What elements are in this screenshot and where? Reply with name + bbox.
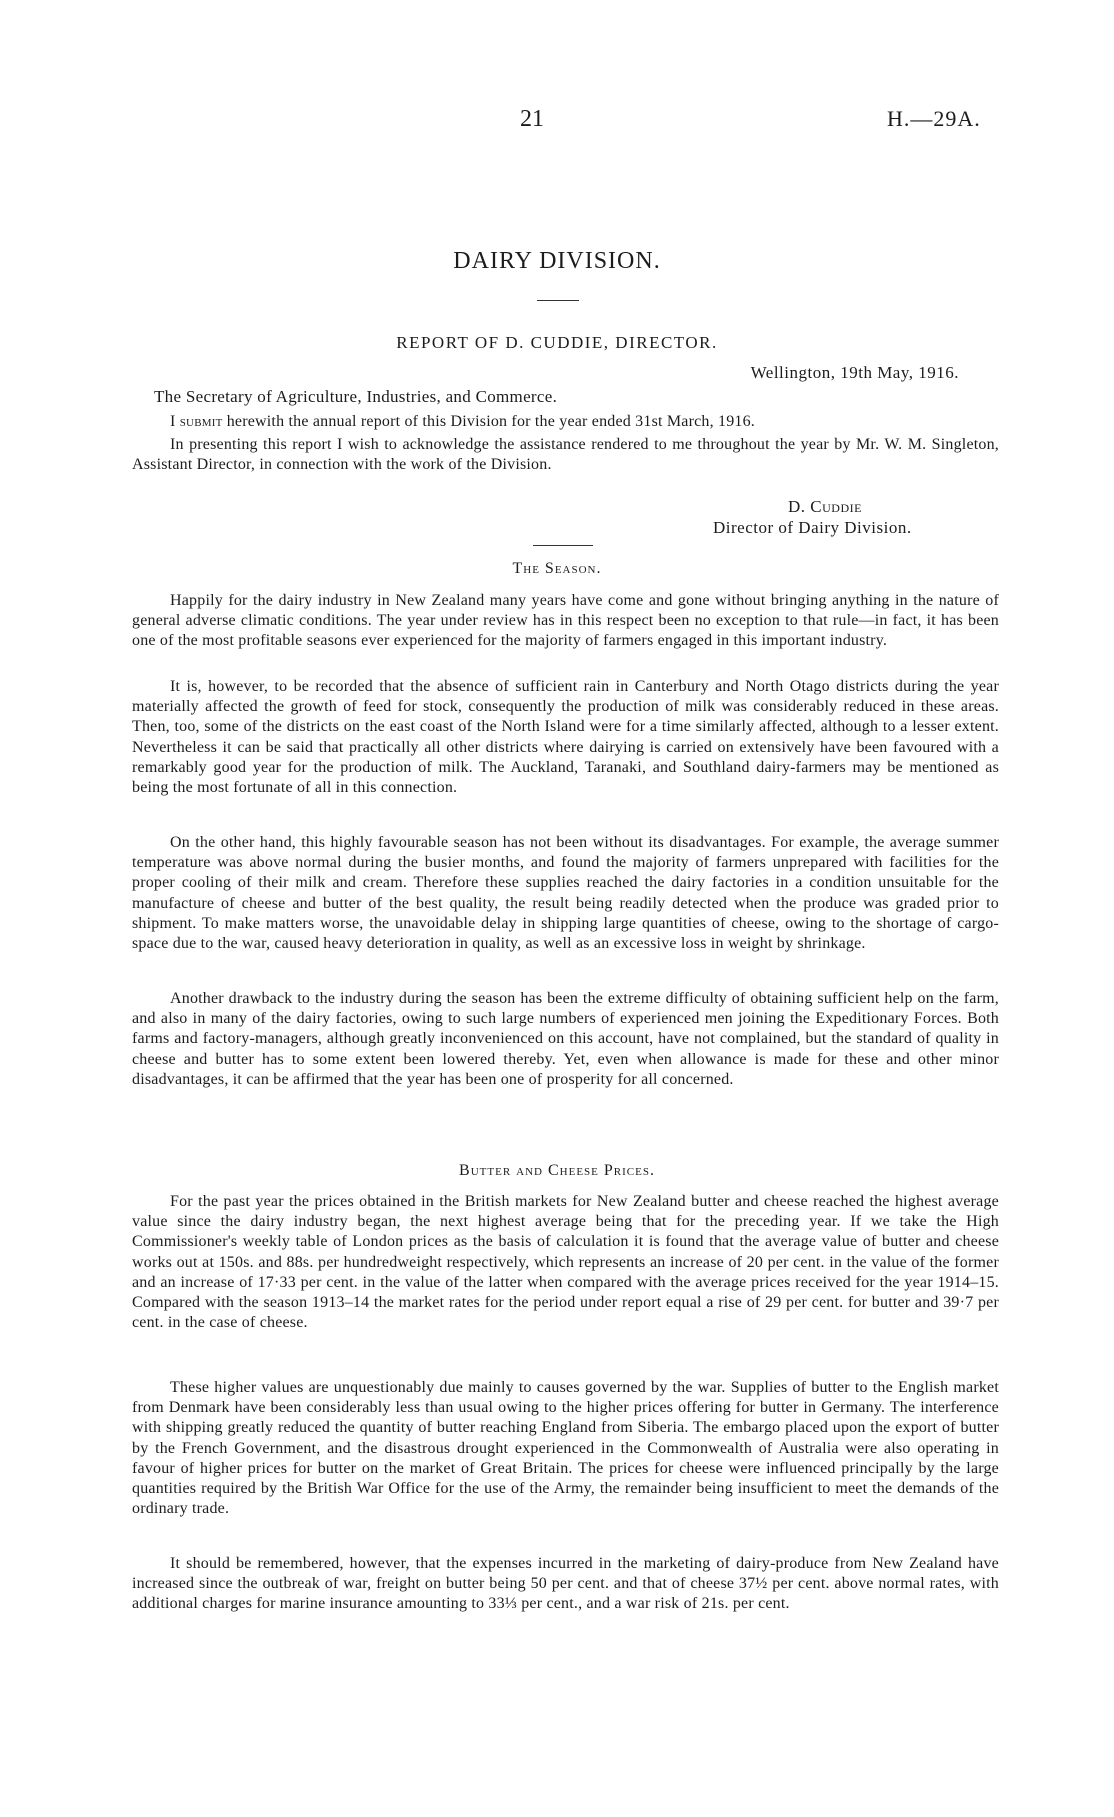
section-heading-prices: Butter and Cheese Prices.	[459, 1162, 655, 1179]
season-paragraph-2: It is, however, to be recorded that the absence of sufficient rain in Canterbury and North Otago districts during the year materially affected the growth of feed for stock, consequently the production of milk was considerably reduced in these areas. Then, too, some of the districts on the east coast of the North Island were for a time similarly affected, although to a lesser extent. Nevertheless it can be said that practically all other districts where dairying is carried on extensively have been favoured with a remarkably good year for the production of milk. The Auckland, Taranaki, and Southland dairy-farmers may be mentioned as being the most fortunate of all in this connection.	[132, 678, 999, 797]
signature-name: D. Cuddie	[788, 497, 862, 516]
report-heading: REPORT OF D. CUDDIE, DIRECTOR.	[396, 333, 718, 352]
season-paragraph-4: Another drawback to the industry during the season has been the extreme difficulty of obtaining sufficient help on the farm, and also in many of the dairy factories, owing to such large numbers of experienced men joining the Expeditionary Forces. Both farms and factory-managers, although greatly inconvenienced on this account, have not complained, but the standard of quality in cheese and butter has to some extent been lowered thereby. Yet, even when allowance is made for these and other minor disadvantages, it can be affirmed that the year has been one of prosperity for all concerned.	[132, 990, 999, 1088]
submit-paragraph	[132, 412, 999, 432]
submit-text: herewith the annual report of this Division for the year ended 31st March, 1916.	[222, 413, 756, 430]
page-number: 21	[520, 106, 544, 132]
prices-paragraph-1: For the past year the prices obtained in the British markets for New Zealand butter and cheese reached the highest average value since the dairy industry began, the next highest average being that for the preceding year. If we take the High Commissioner's weekly table of London prices as the basis of calculation it is found that the average value of butter and cheese works out at 150s. and 88s. per hundredweight respectively, which represents an increase of 20 per cent. in the value of the former and an increase of 17·33 per cent. in the value of the latter when compared with the average prices received for the year 1914–15. Compared with the season 1913–14 the market rates for the period under report equal a rise of 29 per cent. for butter and 39·7 per cent. in the case of cheese.	[132, 1193, 999, 1332]
season-paragraph-1: Happily for the dairy industry in New Zealand many years have come and gone without bringing anything in the nature of general adverse climatic conditions. The year under review has in this respect been no exception to that rule—in fact, it has been one of the most profitable seasons ever experienced for the majority of farmers engaged in this important industry.	[132, 592, 999, 650]
section-rule	[533, 545, 593, 546]
section-heading-season: The Season.	[512, 560, 602, 577]
document-reference: H.—29A.	[887, 106, 981, 131]
prices-paragraph-2: These higher values are unquestionably due mainly to causes governed by the war. Supplies of butter to the English market from Denmark have been considerably less than usual owing to the higher prices offering for butter in Germany. The interference with shipping greatly reduced the quantity of butter reaching England from Siberia. The embargo placed upon the export of butter by the French Government, and the disastrous drought experienced in the Commonwealth of Australia were also operating in favour of higher prices for butter on the market of Great Britain. The prices for cheese were influenced principally by the large quantities required by the British War Office for the use of the Army, the remainder being insufficient to meet the demands of the ordinary trade.	[132, 1379, 999, 1518]
season-paragraph-3: On the other hand, this highly favourable season has not been without its disadvantages. For example, the average summer temperature was above normal during the busier months, and found the majority of farmers unprepared with facilities for the proper cooling of their milk and cream. Therefore these supplies reached the dairy factories in a condition unsuitable for the manufacture of cheese and butter of the best quality, the result being readily detected when the produce was graded prior to shipment. To make matters worse, the unavoidable delay in shipping large quantities of cheese, owing to the shortage of cargo-space due to the war, caused heavy deterioration in quality, as well as an excessive loss in weight by shrinkage.	[132, 834, 999, 953]
submit-lead-in: I submit	[170, 413, 223, 430]
prices-paragraph-3: It should be remembered, however, that the expenses incurred in the marketing of dairy-produce from New Zealand have increased since the outbreak of war, freight on butter being 50 per cent. and that of cheese 37½ per cent. above normal rates, with additional charges for marine insurance amounting to 33⅓ per cent., and a war risk of 21s. per cent.	[132, 1555, 999, 1613]
signature-title: Director of Dairy Division.	[713, 518, 912, 537]
presenting-paragraph: In presenting this report I wish to acknowledge the assistance rendered to me throughout the year by Mr. W. M. Singleton, Assistant Director, in connection with the work of the Division.	[132, 436, 999, 474]
dateline: Wellington, 19th May, 1916.	[750, 363, 959, 382]
title-rule	[537, 300, 579, 301]
addressee: The Secretary of Agriculture, Industries, and Commerce.	[154, 387, 558, 406]
division-title: DAIRY DIVISION.	[453, 248, 661, 274]
